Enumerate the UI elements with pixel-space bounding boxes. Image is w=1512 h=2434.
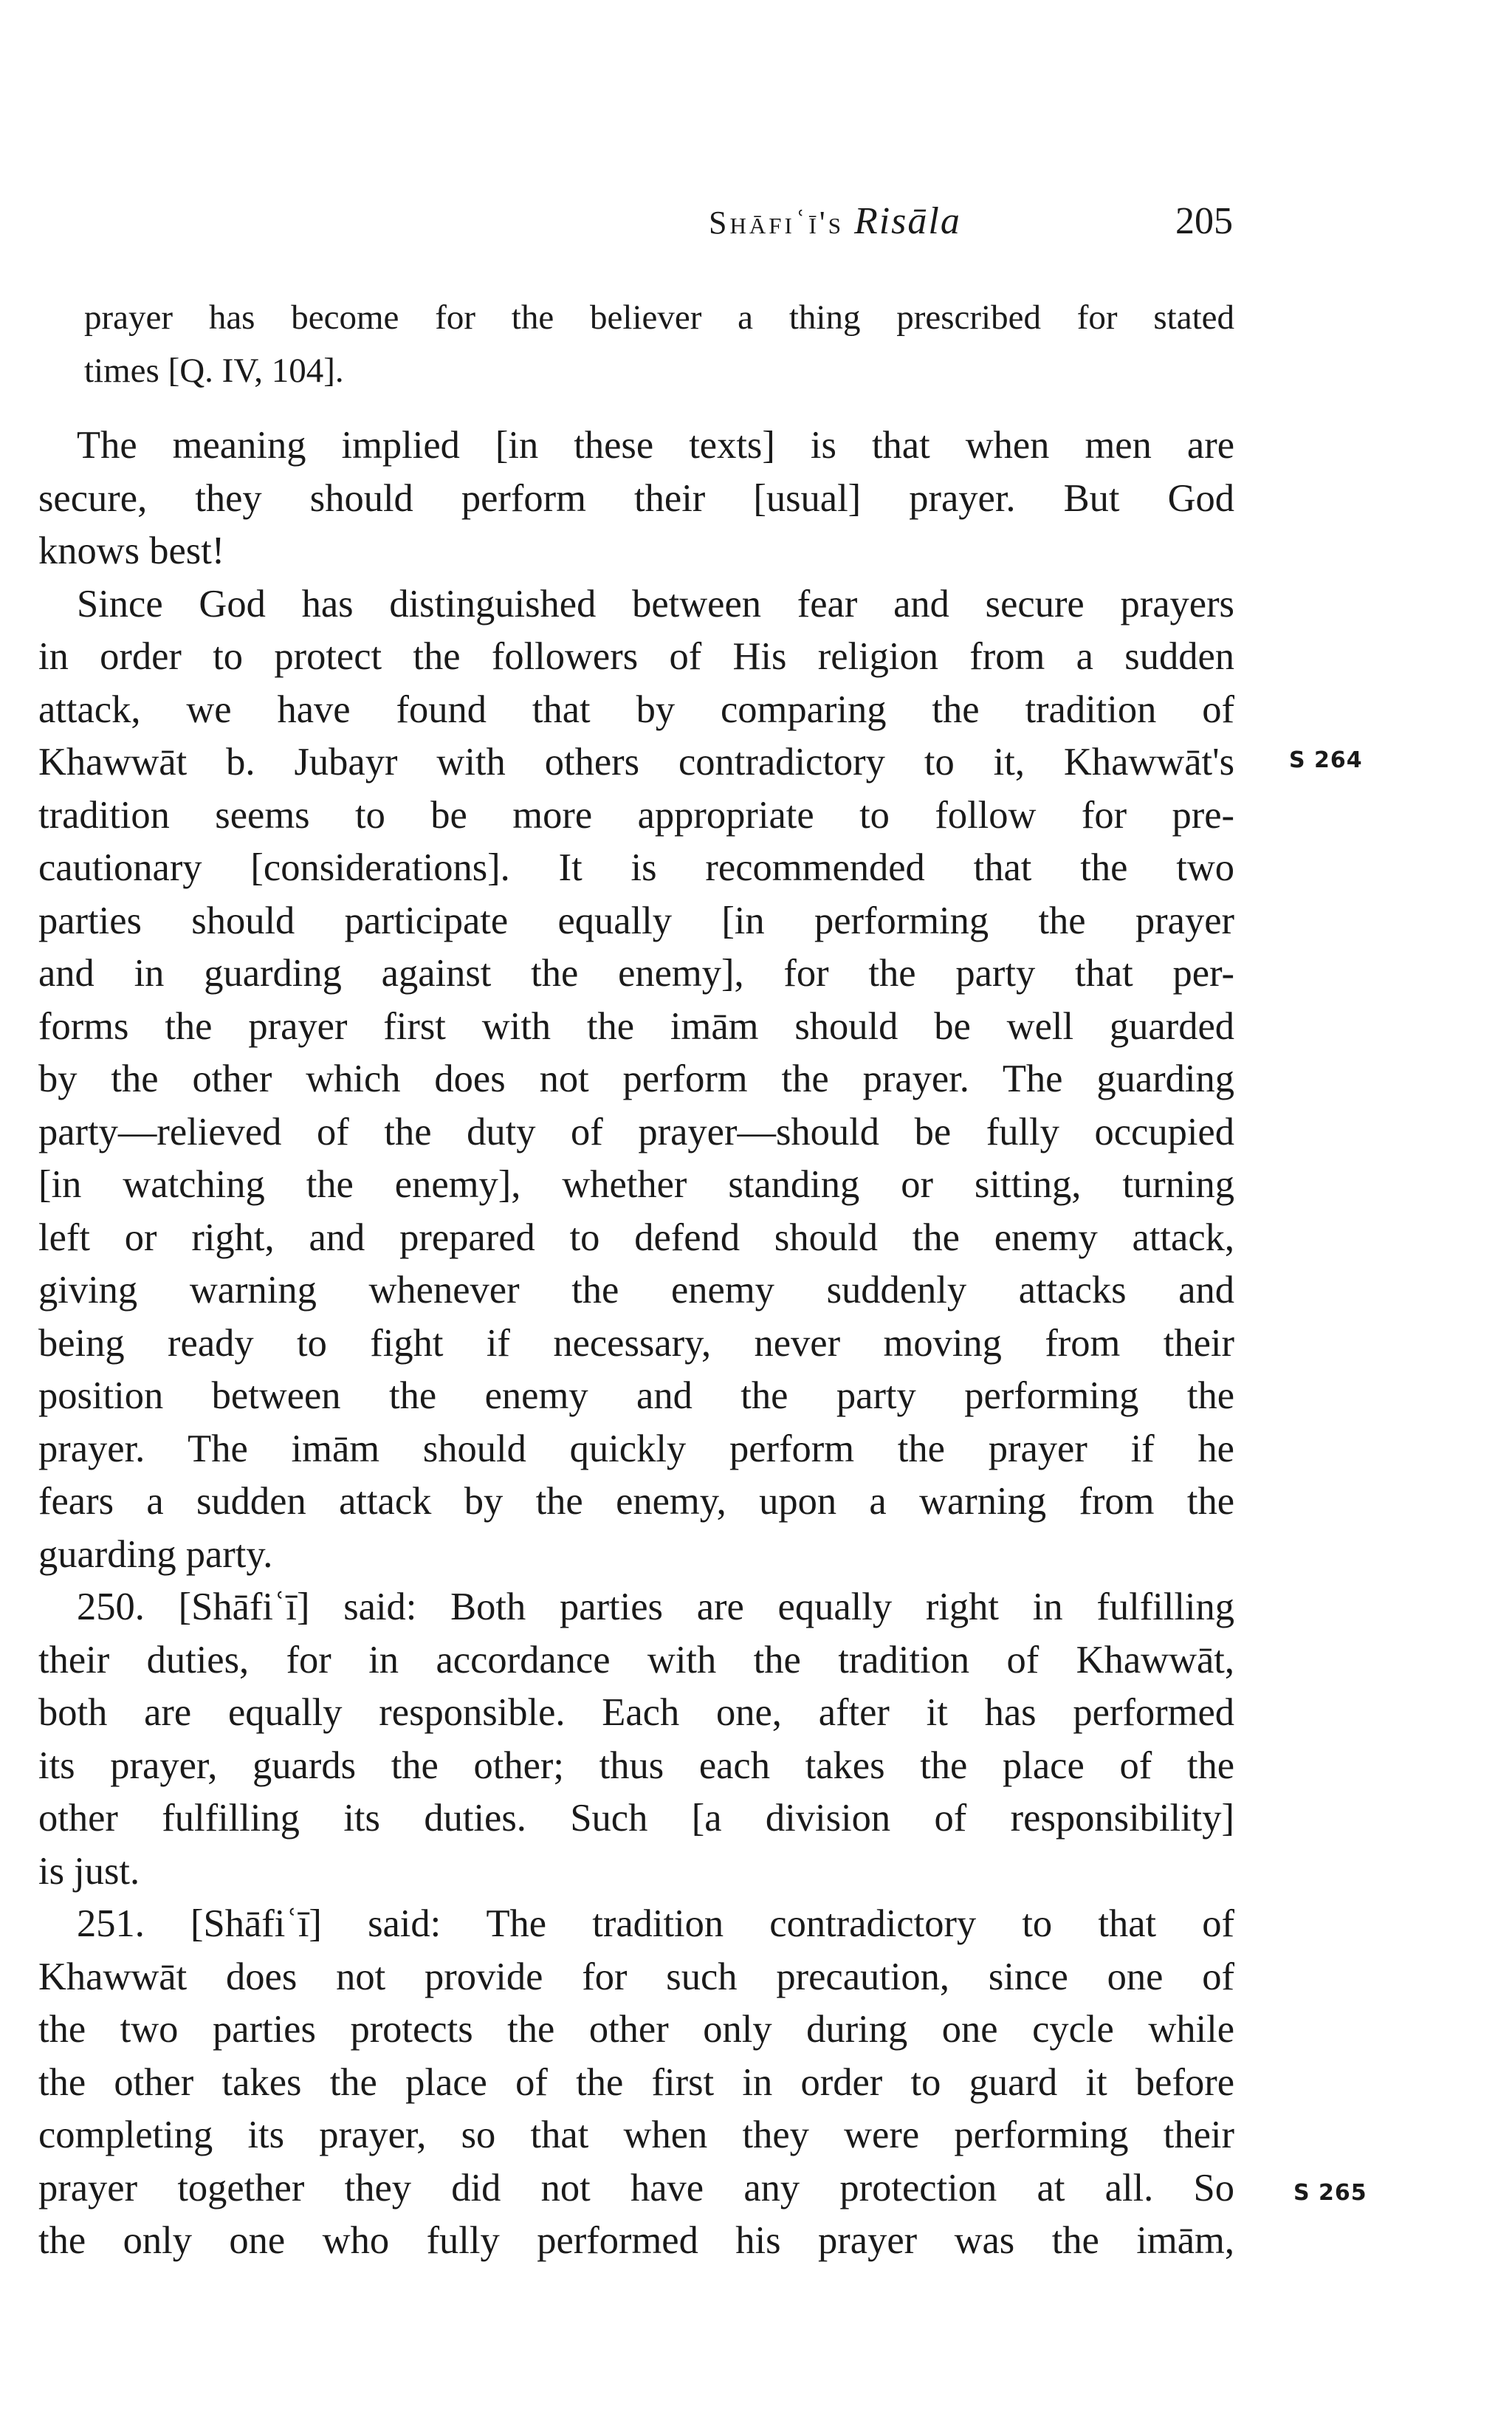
text-line: secure, they should perform their [usual] prayer. But God [38, 476, 1234, 520]
paragraph-250 [38, 1581, 1234, 1898]
text-line: in order to protect the followers of His religion from a sudden [38, 635, 1234, 678]
paragraph-251 [38, 1898, 1234, 2268]
text-line: giving warning whenever the enemy suddenly attacks and [38, 1269, 1234, 1312]
text-line: guarding party. [38, 1532, 273, 1576]
text-line: position between the enemy and the party performing the [38, 1374, 1234, 1417]
text-line: prayer has become for the believer a thing prescribed for stated [84, 298, 1234, 337]
margin-note-s264: S 264 [1289, 747, 1363, 773]
margin-note-s265: S 265 [1293, 2180, 1367, 2206]
text-line: prayer together they did not have any protection at all. So [38, 2166, 1234, 2210]
text-line: completing its prayer, so that when they were performing their [38, 2114, 1234, 2156]
running-title-author: Shāfiʿī's [709, 205, 844, 241]
text-line: by the other which does not perform the prayer. The guarding [38, 1057, 1234, 1100]
running-title [709, 199, 961, 243]
text-line: parties should participate equally [in performing the prayer [38, 899, 1234, 942]
text-line: 251. [Shāfiʿī] said: The tradition contradictory to that of [77, 1902, 1234, 1945]
text-line: the two parties protects the other only during one cycle while [38, 2008, 1234, 2051]
text-line: the only one who fully performed his prayer was the imām, [38, 2219, 1234, 2262]
text-line: 250. [Shāfiʿī] said: Both parties are equally right in fulfilling [77, 1585, 1234, 1628]
text-line: knows best! [38, 529, 225, 572]
body-text [38, 292, 1234, 2268]
text-line: left or right, and prepared to defend should the enemy attack, [38, 1216, 1234, 1259]
text-line: Khawwāt b. Jubayr with others contradictory to it, Khawwāt's [38, 741, 1234, 784]
text-line: fears a sudden attack by the enemy, upon a warning from the [38, 1480, 1234, 1523]
text-line: its prayer, guards the other; thus each takes the place of the [38, 1744, 1234, 1787]
text-line: both are equally responsible. Each one, after it has performed [38, 1691, 1234, 1734]
text-line: times [Q. IV, 104]. [84, 351, 344, 390]
text-line: [in watching the enemy], whether standing or sitting, turning [38, 1163, 1234, 1206]
text-line: the other takes the place of the first in order to guard it before [38, 2060, 1234, 2104]
text-line: The meaning implied [in these texts] is that when men are [77, 424, 1234, 467]
text-line: tradition seems to be more appropriate to follow for pre- [38, 793, 1234, 837]
text-line: Since God has distinguished between fear and secure prayers [77, 582, 1234, 625]
text-line: forms the prayer first with the imām should be well guarded [38, 1004, 1234, 1048]
text-line: and in guarding against the enemy], for the party that per- [38, 952, 1234, 995]
text-line: is just. [38, 1849, 140, 1893]
text-line: attack, we have found that by comparing the tradition of [38, 688, 1234, 731]
text-line: their duties, for in accordance with the tradition of Khawwāt, [38, 1638, 1234, 1681]
text-line: being ready to fight if necessary, never moving from their [38, 1321, 1234, 1365]
text-line: Khawwāt does not provide for such precaution, since one of [38, 1955, 1234, 1998]
paragraph-continuation [38, 292, 1234, 397]
paragraph [38, 419, 1234, 578]
text-line: party—relieved of the duty of prayer—should be fully occupied [38, 1110, 1234, 1153]
running-title-work: Risāla [853, 200, 961, 242]
text-line: prayer. The imām should quickly perform the prayer if he [38, 1427, 1234, 1470]
text-line: other fulfilling its duties. Such [a division of responsibility] [38, 1797, 1234, 1840]
paragraph [38, 578, 1234, 1582]
running-head [709, 199, 1233, 251]
page-number: 205 [1175, 200, 1233, 242]
text-line: cautionary [considerations]. It is recommended that the two [38, 846, 1234, 889]
